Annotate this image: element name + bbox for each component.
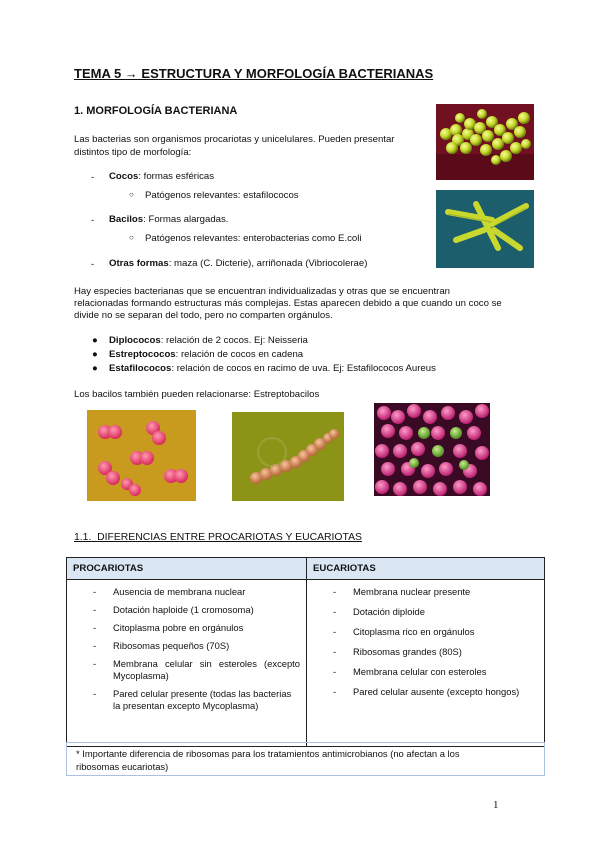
bacilos-text: : Formas alargadas. [143,214,229,225]
group-text: : relación de 2 cocos. Ej: Neisseria [160,335,308,346]
intro-line-2: distintos tipo de morfología: [74,147,192,158]
cocos-text: : formas esféricas [138,171,215,182]
list-item: - Ausencia de membrana nuclear [93,586,246,597]
cocos-image [436,104,534,180]
section-heading-diferencias [74,532,362,543]
dot-bullet: ● [92,363,98,374]
bacilos-note: Los bacilos también pueden relacionarse: Estreptobacilos [74,389,320,400]
page-title: TEMA 5 → ESTRUCTURA Y MORFOLOGÍA BACTERIANAS [74,66,434,81]
list-item: - Ribosomas pequeños (70S) [93,640,230,651]
cocos-item [109,171,214,182]
intro-line-1: Las bacterias son organismos procariotas y unicelulares. Pueden presentar [74,134,395,145]
para2-line-2: relacionadas formando estructuras más complejas. Estas aparecen debido a que cuando un coco se [74,298,502,309]
note-line-2: ribosomas eucariotas) [76,761,169,772]
group-text: : relación de cocos en racimo de uva. Ej: Estafilococos Aureus [171,363,436,374]
dash-bullet: - [91,259,95,270]
dot-bullet: ● [92,335,98,346]
page-number: 1 [493,799,499,811]
otras-label: Otras formas [109,258,169,269]
comparison-table [66,557,545,747]
section-heading-morfologia: 1. MORFOLOGÍA BACTERIANA [74,105,238,117]
otras-item [109,258,367,269]
note-line-1: * Importante diferencia de ribosomas para los tratamientos antimicrobianos (no afectan a los [76,748,460,759]
para2-line-1: Hay especies bacterianas que se encuentran individualizadas y otras que se encuentran [74,286,450,297]
estafilococos-image [374,403,490,496]
para2-line-3: divide no se separan del todo, pero no comparten orgánulos. [74,310,333,321]
cocos-sub: Patógenos relevantes: estafilococos [145,190,299,201]
section-title: DIFERENCIAS ENTRE PROCARIOTAS Y EUCARIOTAS [97,532,362,543]
circle-bullet: ○ [129,233,134,242]
list-item: - Ribosomas grandes (80S) [333,646,462,657]
list-item: - Citoplasma rico en orgánulos [333,626,475,637]
group-item-estafilococos [109,363,436,374]
bacilos-sub: Patógenos relevantes: enterobacterias como E.coli [145,233,362,244]
list-item: - Dotación haploide (1 cromosoma) [93,604,254,615]
circle-bullet: ○ [129,190,134,199]
procariotas-cell [67,580,307,747]
bacilos-label: Bacilos [109,214,144,225]
list-item: - Membrana nuclear presente [333,586,471,597]
estreptococos-image [232,412,344,501]
bacilos-image [436,190,534,268]
list-item: - Pared celular presente (todas las bacterias la presentan excepto Mycoplasma) [93,688,292,711]
section-number: 1.1. [74,532,92,543]
dash-bullet: - [91,172,95,183]
list-item: - Dotación diploide [333,606,425,617]
list-item: - Citoplasma pobre en orgánulos [93,622,244,633]
group-item-estreptococos [109,349,303,360]
bacilos-item [109,214,228,225]
cocos-label: Cocos [109,171,139,182]
dot-bullet: ● [92,349,98,360]
eucariotas-cell [307,580,545,747]
list-item: - Membrana celular sin esteroles (excepto Mycoplasma) [93,658,300,681]
list-item: - Pared celular ausente (excepto hongos) [333,686,520,697]
diplococos-image [87,410,196,501]
dash-bullet: - [91,215,95,226]
group-label: Diplococos [109,335,161,346]
group-label: Estafilococos [109,363,172,374]
list-item: - Membrana celular con esteroles [333,666,487,677]
otras-text: : maza (C. Dicterie), arriñonada (Vibriocolerae) [168,258,368,269]
column-header-procariotas: PROCARIOTAS [67,558,307,580]
group-text: : relación de cocos en cadena [175,349,304,360]
note-box [66,742,545,776]
column-header-eucariotas: EUCARIOTAS [307,558,545,580]
group-item-diplococos [109,335,308,346]
group-label: Estreptococos [109,349,176,360]
